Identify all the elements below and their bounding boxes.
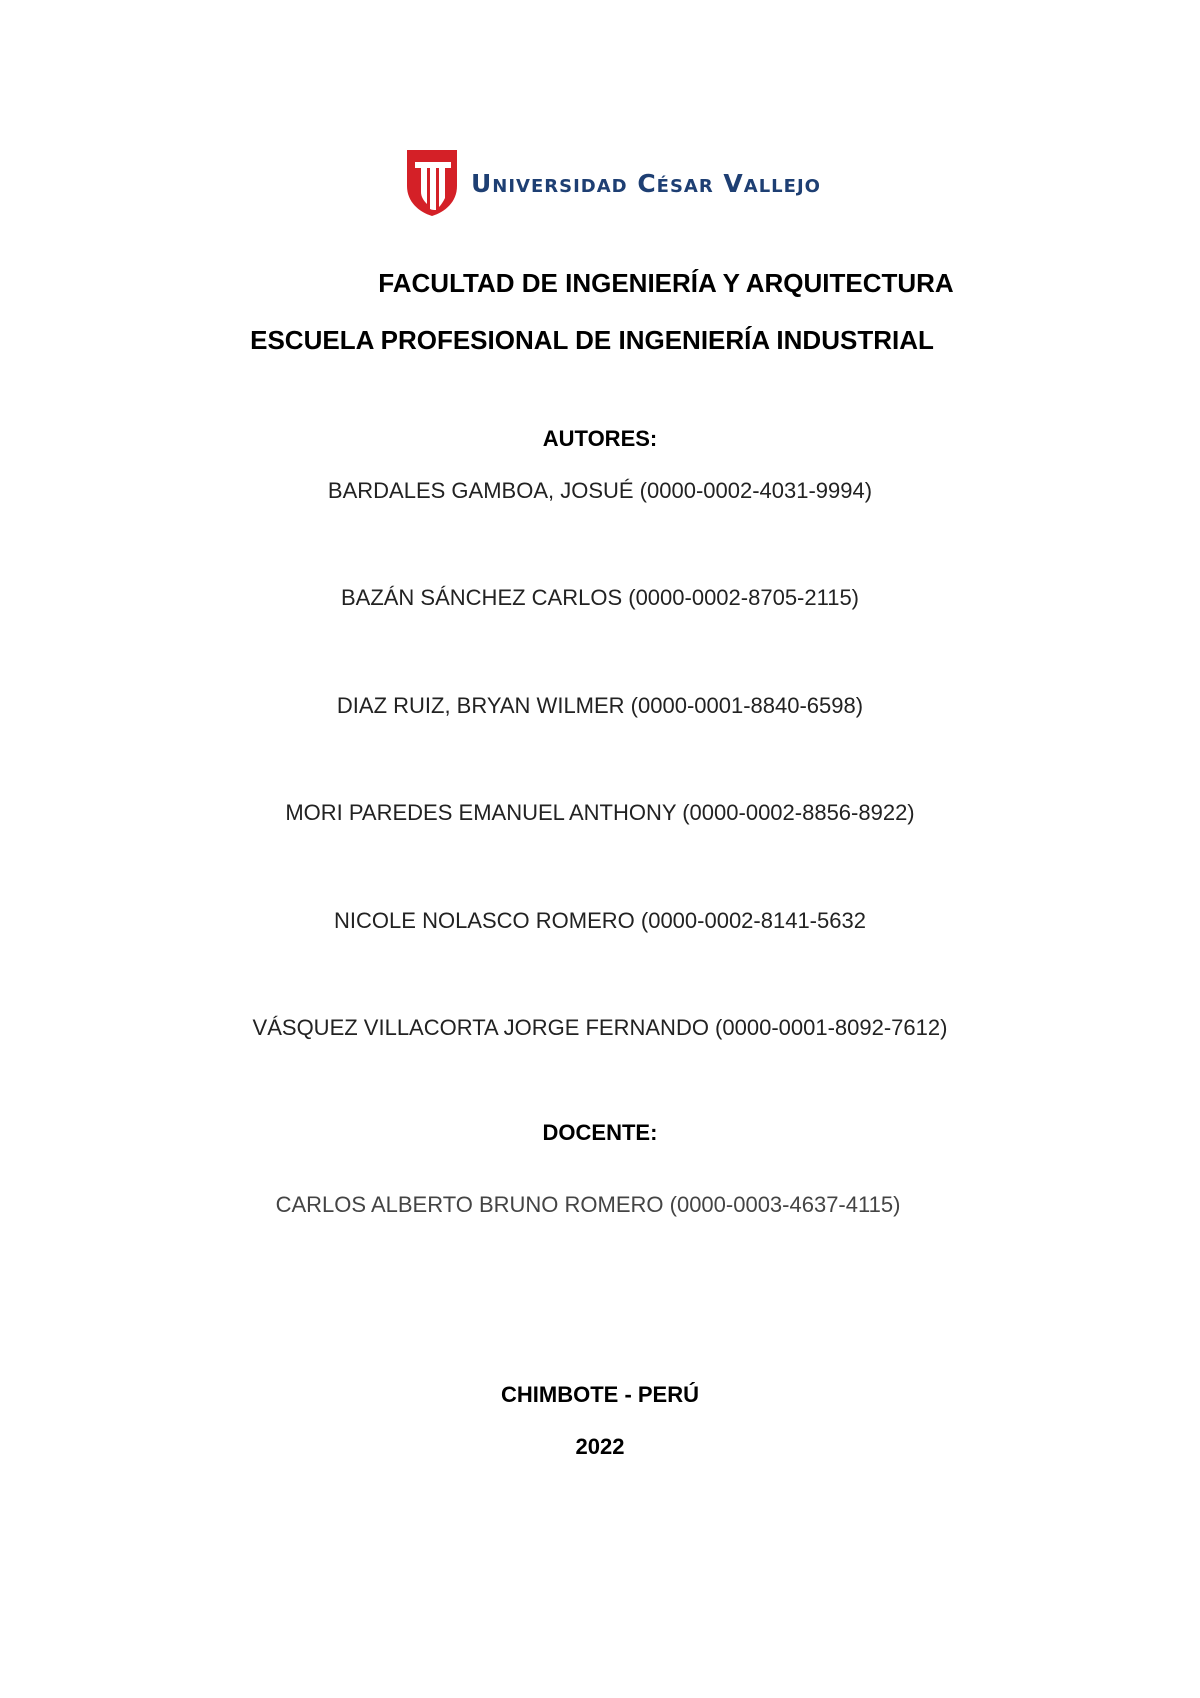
university-logo (405, 148, 821, 218)
author-2: BAZÁN SÁNCHEZ CARLOS (0000-0002-8705-2115) (340, 585, 860, 610)
place: CHIMBOTE - PERÚ (501, 1382, 699, 1407)
author-4: MORI PAREDES EMANUEL ANTHONY (0000-0002-8856-8922) (285, 800, 915, 825)
university-name: Universidad César Vallejo (471, 168, 821, 198)
teacher-name: CARLOS ALBERTO BRUNO ROMERO (0000-0003-4637-4115) (275, 1192, 901, 1217)
authors-label: AUTORES: (542, 426, 658, 451)
author-5: NICOLE NOLASCO ROMERO (0000-0002-8141-5632 (334, 908, 866, 933)
faculty-title: FACULTAD DE INGENIERÍA Y ARQUITECTURA (378, 268, 954, 298)
author-3: DIAZ RUIZ, BRYAN WILMER (0000-0001-8840-6598) (336, 693, 864, 718)
author-1: BARDALES GAMBOA, JOSUÉ (0000-0002-4031-9994) (327, 478, 873, 503)
year: 2022 (575, 1434, 625, 1459)
teacher-label: DOCENTE: (542, 1120, 658, 1145)
school-title: ESCUELA PROFESIONAL DE INGENIERÍA INDUSTRIAL (250, 325, 934, 355)
author-6: VÁSQUEZ VILLACORTA JORGE FERNANDO (0000-0001-8092-7612) (252, 1015, 948, 1040)
ucv-shield-icon (405, 148, 459, 218)
